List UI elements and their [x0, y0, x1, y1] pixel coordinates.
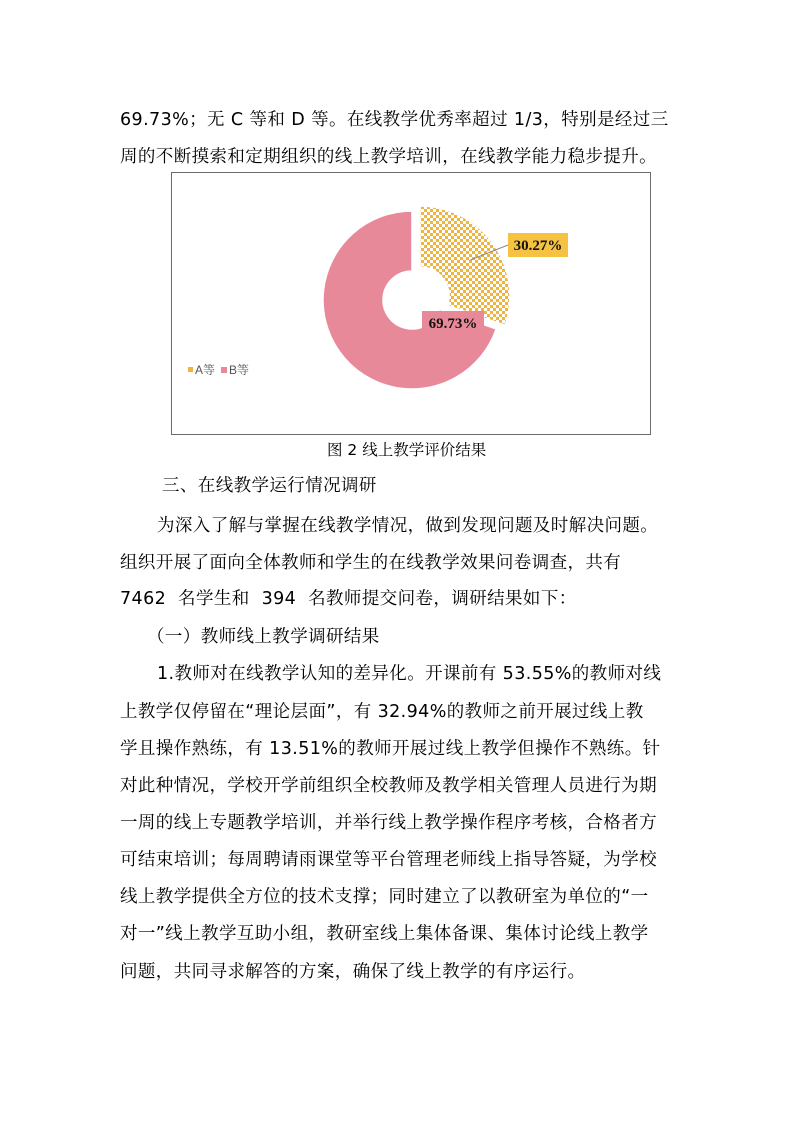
data-label-b: 69.73% — [428, 316, 478, 332]
legend-item-b — [221, 361, 249, 378]
paragraph-line: 为深入了解与掌握在线教学情况，做到发现问题及时解决问题。 — [157, 516, 659, 536]
legend-label-a: A等 — [195, 363, 216, 377]
pie-slice-a — [420, 206, 510, 325]
paragraph-line: 7462 名学生和 394 名教师提交问卷，调研结果如下： — [120, 589, 577, 609]
paragraph-line: 组织开展了面向全体教师和学生的在线教学效果问卷调查，共有 — [120, 553, 622, 573]
pie-chart-frame — [171, 172, 651, 435]
paragraph-line: 一周的线上专题教学培训，并举行线上教学操作程序考核，合格者方 — [120, 813, 657, 833]
legend-label-b: B等 — [229, 363, 250, 377]
chart-legend — [188, 361, 249, 378]
paragraph-line: 周的不断摸索和定期组织的线上教学培训，在线教学能力稳步提升。 — [120, 147, 657, 167]
paragraph-line: 可结束培训；每周聘请雨课堂等平台管理老师线上指导答疑，为学校 — [120, 850, 657, 870]
paragraph-line: 对一”线上教学互助小组，教研室线上集体备课、集体讨论线上教学 — [120, 924, 649, 944]
donut-chart — [172, 173, 650, 434]
data-label-a: 30.27% — [513, 238, 563, 254]
paragraph-line: 问题，共同寻求解答的方案，确保了线上教学的有序运行。 — [120, 962, 586, 982]
paragraph-line: 上教学仅停留在“理论层面”，有 32.94%的教师之前开展过线上教 — [120, 702, 644, 722]
paragraph-line: 1.教师对在线教学认知的差异化。开课前有 53.55%的教师对线 — [157, 664, 662, 684]
paragraph-line: 学且操作熟练，有 13.51%的教师开展过线上教学但操作不熟练。针 — [120, 739, 661, 759]
subsection-heading: （一）教师线上教学调研结果 — [147, 627, 380, 647]
legend-item-a — [188, 361, 215, 378]
figure-caption: 图 2 线上教学评价结果 — [327, 441, 487, 459]
paragraph-line: 69.73%；无 C 等和 D 等。在线教学优秀率超过 1/3，特别是经过三 — [120, 110, 669, 130]
paragraph-line: 线上教学提供全方位的技术支撑；同时建立了以教研室为单位的“一 — [120, 887, 649, 907]
section-heading: 三、在线教学运行情况调研 — [162, 476, 377, 496]
legend-swatch-b — [221, 367, 227, 373]
legend-swatch-a — [188, 367, 193, 372]
paragraph-line: 对此种情况，学校开学前组织全校教师及教学相关管理人员进行为期 — [120, 776, 657, 796]
